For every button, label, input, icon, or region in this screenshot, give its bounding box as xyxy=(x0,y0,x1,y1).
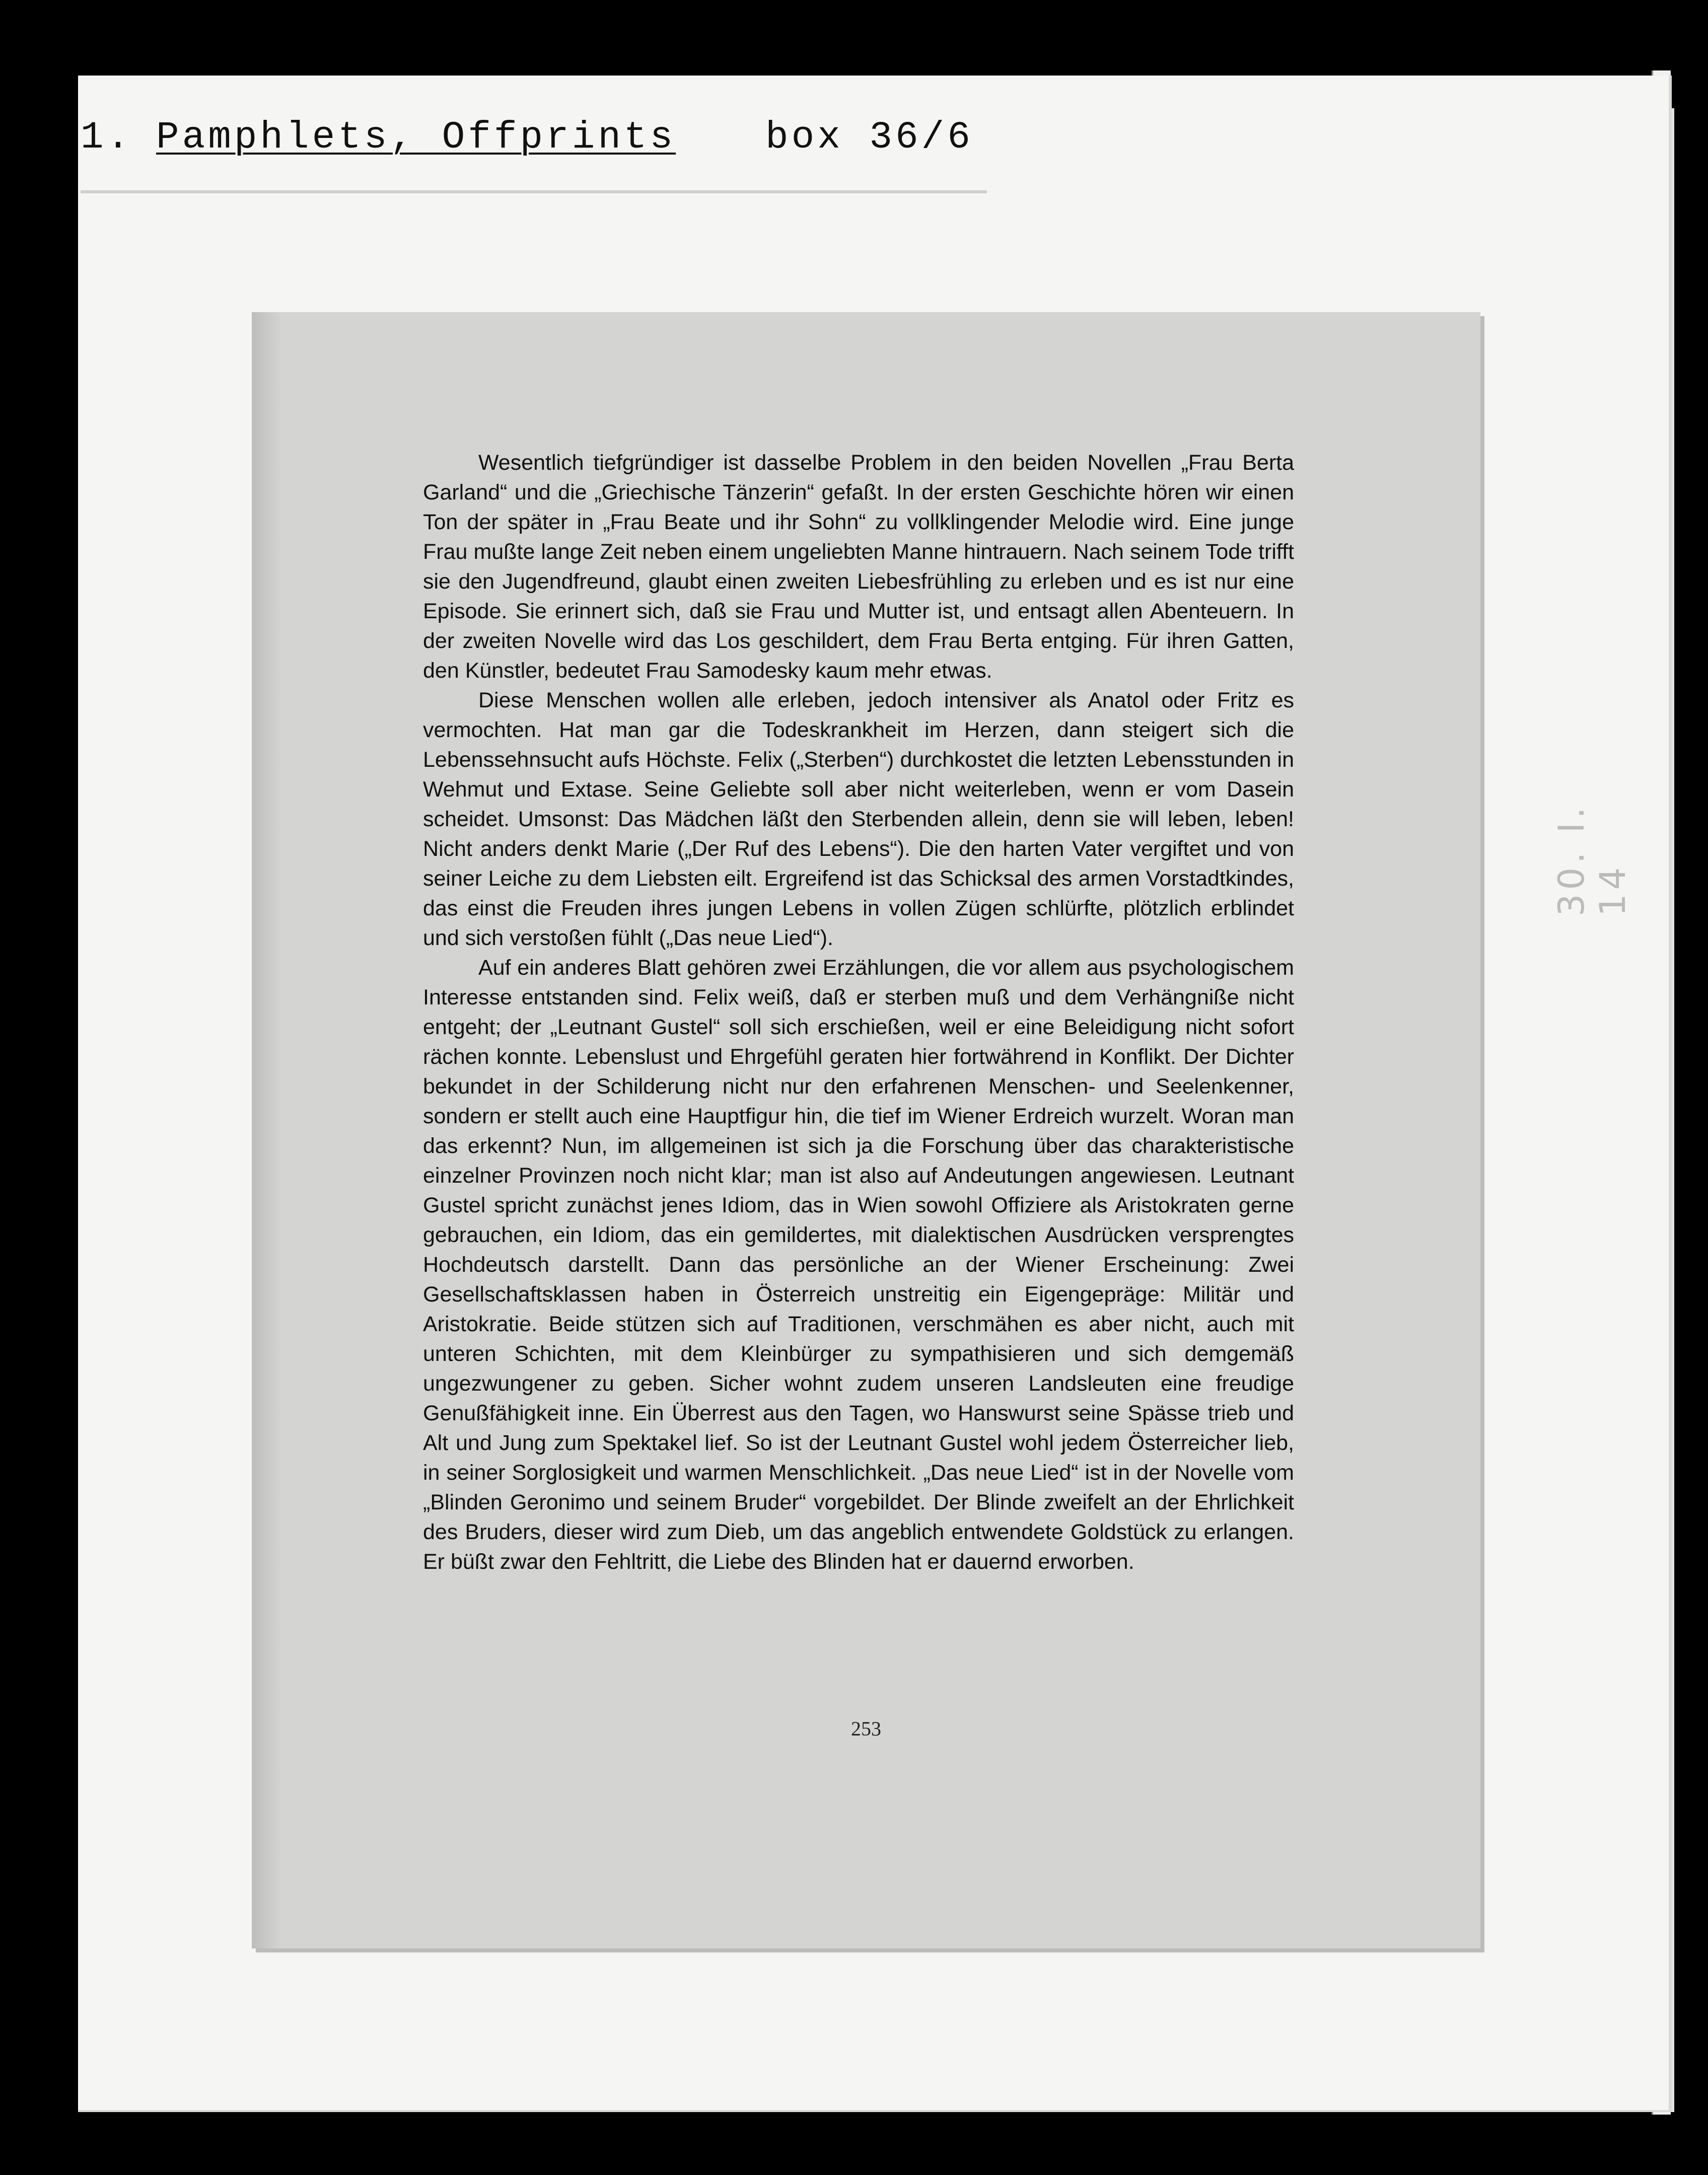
paragraph-2: Diese Menschen wollen alle erleben, jedoch intensiver als Anatol oder Fritz es vermochten. Hat man gar die Todeskrankheit im Herzen, dann steigert sich die Lebenssehnsucht aufs Höchste. Felix („Sterben“) durchkostet die letzten Lebensstunden in Wehmut und Extase. Seine Geliebte soll aber nicht weiterleben, wenn er vom Dasein scheidet. Umsonst: Das Mädchen läßt den Sterbenden allein, denn sie will leben, leben! Nicht anders denkt Marie („Der Ruf des Lebens“). Die den harten Vater vergiftet und von seiner Leiche zu dem Liebsten eilt. Ergreifend ist das Schicksal des armen Vorstadtkindes, das einst die Freuden ihres jungen Lebens in vollen Zügen schlürfte, plötzlich erblindet und sich verstoßen fühlt („Das neue Lied“). xyxy=(423,688,1294,950)
paragraph-3: Auf ein anderes Blatt gehören zwei Erzählungen, die vor allem aus psychologischem Interesse entstanden sind. Felix weiß, daß er sterben muß und dem Verhängniße nicht entgeht; der „Leutnant Gustel“ soll sich erschießen, weil er eine Beleidigung nicht sofort rächen konnte. Lebenslust und Ehrgefühl geraten hier fortwährend in Konflikt. Der Dichter bekundet in der Schilderung nicht nur den erfahrenen Menschen- und Seelenkenner, sondern er stellt auch eine Hauptfigur hin, die tief im Wiener Erdreich wurzelt. Woran man das erkennt? Nun, im allgemeinen ist sich ja die Forschung über das charakteristische einzelner Provinzen noch nicht klar; man ist also auf Andeutungen angewiesen. Leutnant Gustel spricht zunächst jenes Idiom, das in Wien sowohl Offiziere als Aristokraten gerne gebrauchen, ein Idiom, das ein gemildertes, mit dialektischen Ausdrücken versprengtes Hochdeutsch darstellt. Dann das persönliche an der Wiener Erscheinung: Zwei Gesellschaftsklassen haben in Österreich unstreitig ein Eigengepräge: Militär und Aristokratie. Beide stützen sich auf Traditionen, verschmähen es aber nicht, auch mit unteren Schichten, mit dem Kleinbürger zu sympathisieren und sich demgemäß ungezwungener zu geben. Sicher wohnt zudem unseren Landsleuten eine freudige Genußfähigkeit inne. Ein Überrest aus den Tagen, wo Hanswurst seine Spässe trieb und Alt und Jung zum Spektakel lief. So ist der Leutnant Gustel wohl jedem Österreicher lieb, in seiner Sorglosigkeit und warmen Menschlichkeit. „Das neue Lied“ ist in der Novelle vom „Blinden Geronimo und seinem Bruder“ vorgebildet. Der Blinde zweifelt an der Ehrlichkeit des Bruders, dieser wird zum Dieb, um das angeblich entwendete Goldstück zu erlangen. Er büßt zwar den Fehltritt, die Liebe des Blinden hat er dauernd erworben. xyxy=(423,956,1294,1574)
paragraph-1: Wesentlich tiefgründiger ist dasselbe Problem in den beiden Novellen „Frau Berta Garland“ und die „Griechische Tänzerin“ gefaßt. In der ersten Geschichte hören wir einen Ton der später in „Frau Beate und ihr Sohn“ zu vollklingender Melodie wird. Eine junge Frau mußte lange Zeit neben einem ungeliebten Manne hintrauern. Nach seinem Tode trifft sie den Jugendfreund, glaubt einen zweiten Liebesfrühling zu erleben und es ist nur eine Episode. Sie erinnert sich, daß sie Frau und Mutter ist, und entsagt allen Abenteuern. In der zweiten Novelle wird das Los geschildert, dem Frau Berta entging. Für ihren Gatten, den Künstler, bedeutet Frau Samodesky kaum mehr etwas. xyxy=(423,451,1294,683)
page-text-block xyxy=(423,448,1294,1577)
archive-label xyxy=(81,116,987,191)
pencil-annotation: 30. I. 14 xyxy=(1551,803,1633,916)
page-number: 253 xyxy=(851,1717,881,1740)
archive-label-rule xyxy=(81,190,987,193)
page-shadow xyxy=(252,312,282,1948)
archive-label-title: Pamphlets, Offprints xyxy=(156,116,676,159)
archive-label-box: box 36/6 xyxy=(765,116,973,159)
archive-label-number: 1. xyxy=(81,116,133,159)
scanned-page xyxy=(252,312,1480,1948)
